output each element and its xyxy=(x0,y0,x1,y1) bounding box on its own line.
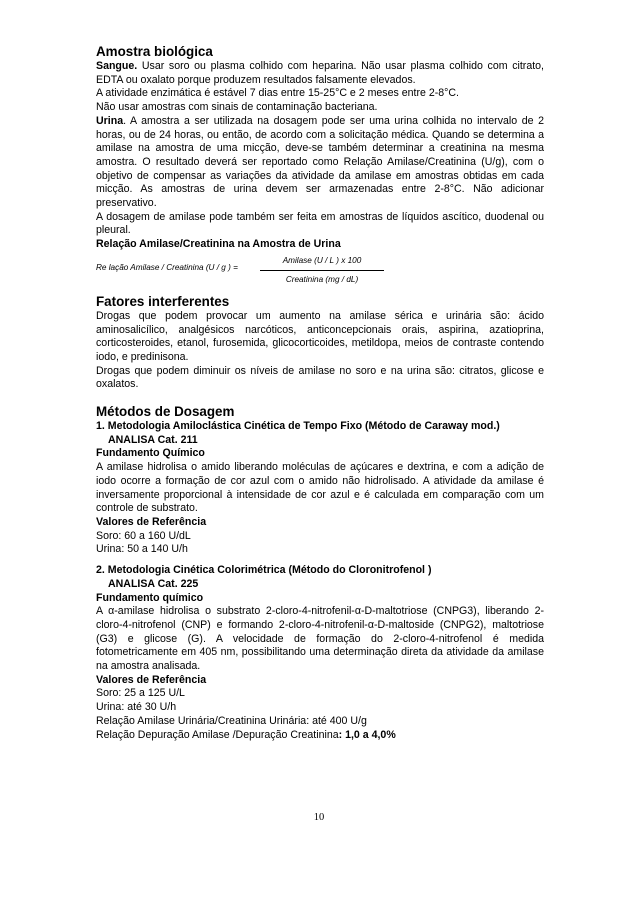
paragraph-diminuir: Drogas que podem diminuir os níveis de amilase no soro e na urina são: citratos, glicose e oxalatos. xyxy=(96,364,544,391)
formula-denominator: Creatinina (mg / dL) xyxy=(285,274,359,284)
formula-fraction xyxy=(260,254,384,286)
valor-2-0: Soro: 25 a 125 U/L xyxy=(96,687,185,700)
label-valores-1-text: Valores de Referência xyxy=(96,515,207,528)
paragraph-contaminacao: Não usar amostras com sinais de contaminação bacteriana. xyxy=(96,101,378,114)
valor-depuracao xyxy=(96,729,544,743)
label-fundamento-2 xyxy=(96,592,544,606)
heading-relacao xyxy=(96,238,544,252)
heading-metodo-1 xyxy=(96,420,544,434)
valor-2-2: Relação Amilase Urinária/Creatinina Urinária: até 400 U/g xyxy=(96,714,367,727)
heading-relacao-text: Relação Amilase/Creatinina na Amostra de Urina xyxy=(96,238,341,251)
label-valores-1 xyxy=(96,516,544,530)
cat-metodo-1 xyxy=(96,434,544,448)
paragraph-fundamento-1: A amilase hidrolisa o amido liberando moléculas de açúcares e dextrina, e com a adição de iodo ocorre a formação de cor azul com o amido não hidrolisado. A atividade da amilase é inversamente proporcional à intensidade de cor azul e é calculada em comparação com um controle de substrato. xyxy=(96,461,544,515)
cat-metodo-2 xyxy=(96,578,544,592)
label-fundamento-1-text: Fundamento Químico xyxy=(96,447,205,460)
page-content xyxy=(96,44,544,742)
formula-lhs: Re lação Amilase / Creatinina (U / g ) = xyxy=(96,262,238,272)
label-urina: Urina xyxy=(96,114,124,127)
label-sangue: Sangue. xyxy=(96,60,138,72)
page-number: 10 xyxy=(313,812,325,823)
section-title-amostra: Amostra biológica xyxy=(96,44,213,59)
depuracao-value: : 1,0 a 4,0% xyxy=(338,728,396,741)
valor-1-0: Soro: 60 a 160 U/dL xyxy=(96,529,191,542)
heading-metodo-1-text: 1. Metodologia Amiloclástica Cinética de Tempo Fixo (Método de Caraway mod.) xyxy=(96,420,500,433)
formula-relacao xyxy=(96,254,544,282)
formula-numerator: Amilase (U / L ) x 100 xyxy=(260,254,384,271)
paragraph-liquidos: A dosagem de amilase pode também ser feita em amostras de líquidos ascítico, duodenal ou pleural. xyxy=(96,210,544,237)
section-title-metodos: Métodos de Dosagem xyxy=(96,404,235,420)
paragraph-estabilidade: A atividade enzimática é estável 7 dias entre 15-25°C e 2 meses entre 2-8°C. xyxy=(96,87,459,100)
valor-1-1: Urina: 50 a 140 U/h xyxy=(96,543,188,556)
label-fundamento-2-text: Fundamento químico xyxy=(96,591,204,604)
label-valores-2-text: Valores de Referência xyxy=(96,673,207,686)
label-valores-2 xyxy=(96,674,544,688)
paragraph-fundamento-2: A α-amilase hidrolisa o substrato 2-cloro-4-nitrofenil-α-D-maltotriose (CNPG3), liberando 2-cloro-4-nitrofenol (CNP) e formando 2-cloro-4-nitrofenil-α-D-maltoside (CNPG2), maltotriose (G3) e glicose (G). A velocidade de formação do 2-cloro-4-nitrofenol é medida fotometricamente em 405 nm, possibilitando uma determinação direta da atividade da amilase na amostra analisada. xyxy=(96,605,544,673)
heading-metodo-2-text: 2. Metodologia Cinética Colorimétrica (Método do Cloronitrofenol ) xyxy=(96,564,432,577)
paragraph-urina xyxy=(96,115,544,211)
label-fundamento-1 xyxy=(96,447,544,461)
paragraph-aumento: Drogas que podem provocar um aumento na amilase sérica e urinária são: ácido aminosalicílico, analgésicos narcóticos, anticoncepcionais orais, aspirina, azatioprina, corticosteroides, etanol, furosemida, glicocorticoides, metildopa, meios de contraste contendo iodo, e predinisona. xyxy=(96,309,544,363)
section-title-fatores: Fatores interferentes xyxy=(96,293,230,309)
cat-metodo-1-text: ANALISA Cat. 211 xyxy=(108,433,198,446)
cat-metodo-2-text: ANALISA Cat. 225 xyxy=(108,577,199,590)
heading-metodo-2 xyxy=(96,564,544,578)
text-sangue: Usar soro ou plasma colhido com heparina. Não usar plasma colhido com citrato, EDTA ou oxalato porque produzem resultados falsamente elevados. xyxy=(96,60,544,86)
text-urina: . A amostra a ser utilizada na dosagem pode ser uma urina colhida no intervalo de 2 horas, ou de 24 horas, ou então, de acordo com a solicitação médica. Quando se determina a amilase na amostra de uma micção, deve-se também determinar a creatinina na mesma amostra. O resultado deverá ser reportado como Relação Amilase/Creatinina (U/g), com o objetivo de compensar as variações da atividade da amilase em amostras obtidas em cada micção. As amostras de urina devem ser armazenadas entre 2-8°C. Não adicionar preservativo. xyxy=(96,114,544,210)
depuracao-label: Relação Depuração Amilase /Depuração Creatinina xyxy=(96,728,339,741)
valor-2-1: Urina: até 30 U/h xyxy=(96,701,177,714)
paragraph-sangue xyxy=(96,60,544,87)
